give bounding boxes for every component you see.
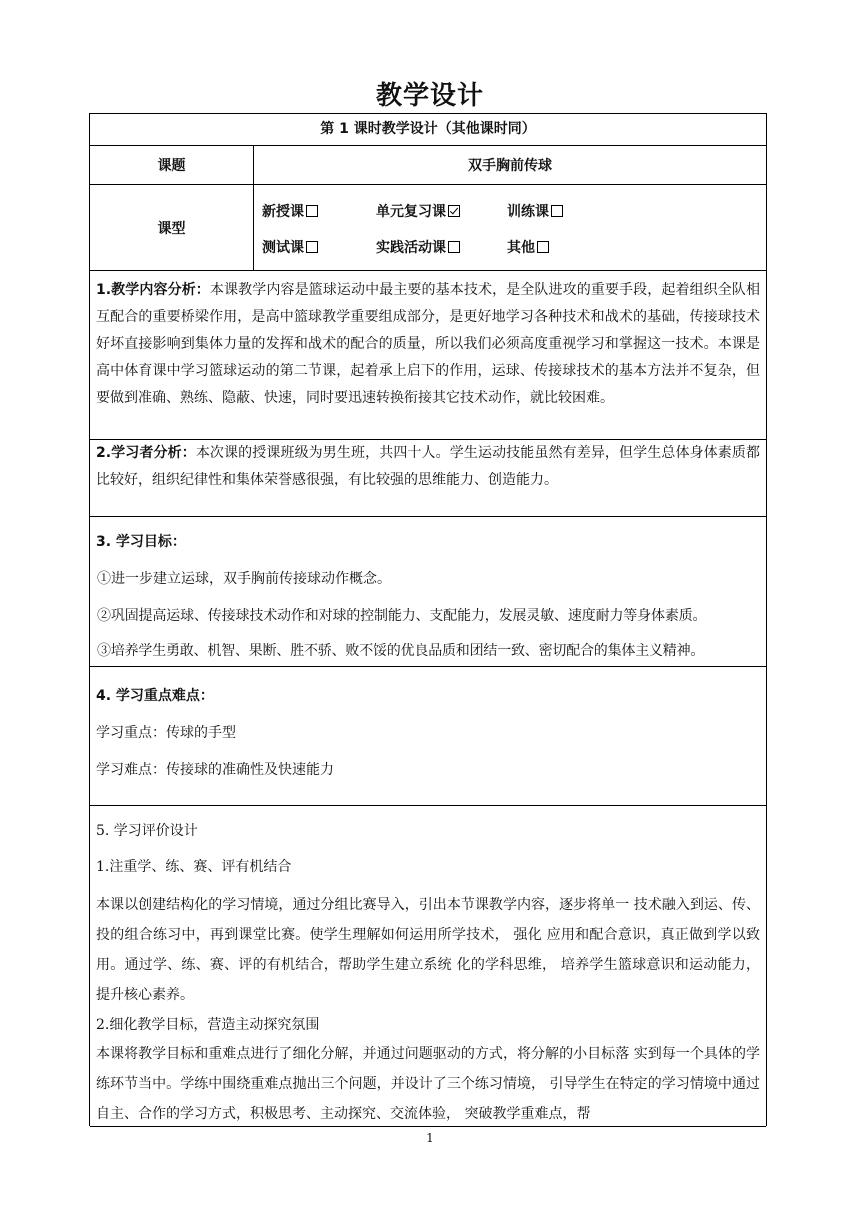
checked-checkbox-icon[interactable] [448,205,460,217]
type-row [90,185,766,271]
option-training[interactable] [507,203,563,221]
objective-item: ①进一步建立运球，双手胸前传接球动作概念。 [97,571,391,587]
option-test[interactable] [262,239,318,257]
checkbox-icon[interactable] [448,241,460,253]
option-practice-activity[interactable] [376,239,460,257]
checkbox-icon[interactable] [551,205,563,217]
learner-analysis-heading: 2.学习者分析： [96,445,196,461]
option-label: 训练课 [507,204,549,220]
evaluation-row [90,806,766,1127]
objective-item: ②巩固提高运球、传接球技术动作和对球的控制能力、支配能力，发展灵敏、速度耐力等身体素质。 [97,608,707,624]
objective-item: ③培养学生勇敢、机智、果断、胜不骄、败不馁的优良品质和团结一致、密切配合的集体主义精神。 [97,643,705,659]
learner-analysis-row [90,440,766,517]
objectives-heading: 3. 学习目标： [96,534,186,550]
type-label: 课型 [90,185,254,270]
content-analysis-heading: 1.教学内容分析： [96,282,210,298]
evaluation-paragraph-1: 本课以创建结构化的学习情境，通过分组比赛导入，引出本节课教学内容，逐步将单一 技术融入到运、传、投的组合练习中，再到课堂比赛。使学生理解如何运用所学技术， 强化 应用和配合意识，真正做到学以致用。通过学、练、赛、评的有机结合，帮助学生建立系统 化的学科思维， 培养学生篮球意识和运动能力，提升核心素养。 [96,897,760,1003]
topic-value: 双手胸前传球 [468,158,552,174]
evaluation-paragraph-2: 本课将教学目标和重难点进行了细化分解，并通过问题驱动的方式，将分解的小目标落 实到每一个具体的学练环节当中。学练中围绕重难点抛出三个问题，并设计了三个练习情境， 引导学生在特定的学习情境中通过自主、合作的学习方式，积极思考、主动探究、交流体验， 突破教学重难点，帮 [96,1046,760,1122]
lesson-header: 第 1 课时教学设计（其他课时同） [320,121,536,137]
checkbox-icon[interactable] [306,205,318,217]
learner-analysis-text: 本次课的授课班级为男生班，共四十人。学生运动技能虽然有差异，但学生总体身体素质都比较好，组织纪律性和集体荣誉感很强，有比较强的思维能力、创造能力。 [96,445,760,488]
header-row [90,114,766,146]
topic-label: 课题 [90,146,254,184]
option-label: 新授课 [262,204,304,220]
evaluation-subheading-2: 2.细化教学目标，营造主动探究氛围 [96,1017,320,1033]
option-label: 实践活动课 [376,240,446,256]
option-other[interactable] [507,239,549,257]
content-analysis-text: 本课教学内容是篮球运动中最主要的基本技术，是全队进攻的重要手段，起着组织全队相互配合的重要桥梁作用，是高中篮球教学重要组成部分，是更好地学习各种技术和战术的基础，传接球技术好坏直接影响到集体力量的发挥和战术的配合的质量，所以我们必须高度重视学习和掌握这一技术。本课是高中体育课中学习篮球运动的第二节课，起着承上启下的作用，运球、传接球技术的基本方法并不复杂，但要做到准确、熟练、隐蔽、快速，同时要迅速转换衔接其它技术动作，就比较困难。 [96,282,760,406]
document-title: 教学设计 [375,81,484,111]
difficulty-text: 学习难点：传接球的准确性及快速能力 [96,762,334,778]
option-label: 单元复习课 [376,204,446,220]
learner-analysis-paragraph [96,440,760,494]
key-points-heading: 4. 学习重点难点： [96,688,214,704]
checkbox-icon[interactable] [537,241,549,253]
objectives-row [90,517,766,667]
key-points-row [90,667,766,806]
topic-row [90,146,766,185]
option-label: 测试课 [262,240,304,256]
key-point-text: 学习重点：传球的手型 [96,725,236,741]
page-number: 1 [426,1131,434,1145]
evaluation-heading: 5. 学习评价设计 [96,823,198,839]
content-analysis-row [90,271,766,440]
evaluation-subheading-1: 1.注重学、练、赛、评有机结合 [96,859,292,875]
content-analysis-paragraph [96,277,760,412]
lesson-design-table [89,113,767,1126]
option-new-lesson[interactable] [262,203,318,221]
option-unit-review[interactable] [376,203,460,221]
option-label: 其他 [507,240,535,256]
checkbox-icon[interactable] [306,241,318,253]
